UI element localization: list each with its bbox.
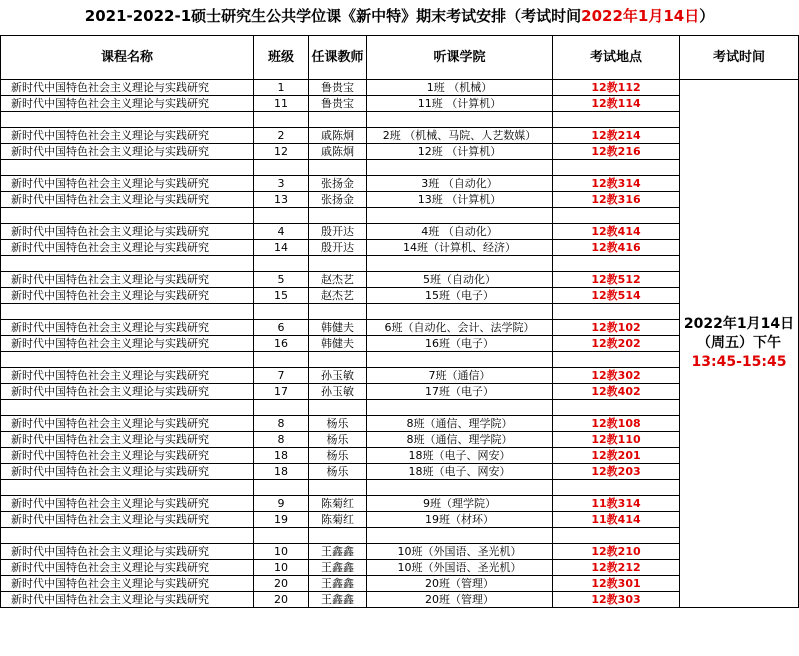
teacher-cell: 殷开达 — [309, 224, 367, 240]
college-cell: 13班 （计算机） — [367, 192, 553, 208]
teacher-cell: 陈菊红 — [309, 512, 367, 528]
course-cell: 新时代中国特色社会主义理论与实践研究 — [1, 288, 254, 304]
course-cell: 新时代中国特色社会主义理论与实践研究 — [1, 272, 254, 288]
teacher-cell: 赵杰艺 — [309, 288, 367, 304]
room-cell: 12教110 — [553, 432, 680, 448]
table-row — [1, 176, 799, 192]
college-cell: 2班 （机械、马院、人艺数媒） — [367, 128, 553, 144]
group-gap-row — [1, 480, 799, 496]
room-cell: 12教301 — [553, 576, 680, 592]
table-row — [1, 592, 799, 608]
teacher-cell: 鲁贵宝 — [309, 96, 367, 112]
room-cell: 11教314 — [553, 496, 680, 512]
empty-cell — [367, 256, 553, 272]
room-cell: 11教414 — [553, 512, 680, 528]
table-row — [1, 464, 799, 480]
course-cell: 新时代中国特色社会主义理论与实践研究 — [1, 128, 254, 144]
empty-cell — [309, 304, 367, 320]
empty-cell — [309, 400, 367, 416]
teacher-cell: 戚陈炯 — [309, 144, 367, 160]
empty-cell — [254, 480, 309, 496]
class-cell: 5 — [254, 272, 309, 288]
course-cell: 新时代中国特色社会主义理论与实践研究 — [1, 80, 254, 96]
teacher-cell: 孙玉敏 — [309, 384, 367, 400]
empty-cell — [254, 256, 309, 272]
empty-cell — [1, 528, 254, 544]
exam-hours: 13:45-15:45 — [691, 354, 787, 370]
teacher-cell: 赵杰艺 — [309, 272, 367, 288]
table-row — [1, 432, 799, 448]
room-cell: 12教302 — [553, 368, 680, 384]
course-cell: 新时代中国特色社会主义理论与实践研究 — [1, 416, 254, 432]
teacher-cell: 陈菊红 — [309, 496, 367, 512]
header-room: 考试地点 — [553, 36, 680, 80]
room-cell: 12教212 — [553, 560, 680, 576]
table-row — [1, 96, 799, 112]
college-cell: 15班（电子） — [367, 288, 553, 304]
class-cell: 8 — [254, 416, 309, 432]
class-cell: 18 — [254, 448, 309, 464]
room-cell: 12教416 — [553, 240, 680, 256]
empty-cell — [553, 400, 680, 416]
room-cell: 12教514 — [553, 288, 680, 304]
college-cell: 10班（外国语、圣光机） — [367, 544, 553, 560]
empty-cell — [553, 480, 680, 496]
header-course: 课程名称 — [1, 36, 254, 80]
teacher-cell: 戚陈炯 — [309, 128, 367, 144]
course-cell: 新时代中国特色社会主义理论与实践研究 — [1, 448, 254, 464]
group-gap-row — [1, 352, 799, 368]
teacher-cell: 王鑫鑫 — [309, 544, 367, 560]
empty-cell — [367, 112, 553, 128]
empty-cell — [553, 160, 680, 176]
empty-cell — [1, 256, 254, 272]
college-cell: 6班（自动化、会计、法学院） — [367, 320, 553, 336]
table-row — [1, 576, 799, 592]
empty-cell — [309, 208, 367, 224]
teacher-cell: 韩健夫 — [309, 320, 367, 336]
header-teacher: 任课教师 — [309, 36, 367, 80]
empty-cell — [309, 352, 367, 368]
class-cell: 12 — [254, 144, 309, 160]
class-cell: 11 — [254, 96, 309, 112]
course-cell: 新时代中国特色社会主义理论与实践研究 — [1, 224, 254, 240]
college-cell: 14班（计算机、经济） — [367, 240, 553, 256]
table-row — [1, 368, 799, 384]
teacher-cell: 韩健夫 — [309, 336, 367, 352]
college-cell: 17班（电子） — [367, 384, 553, 400]
title-prefix: 2021-2022-1硕士研究生公共学位课《新中特》期末考试安排（考试时间 — [84, 7, 582, 25]
empty-cell — [553, 112, 680, 128]
table-row — [1, 240, 799, 256]
course-cell: 新时代中国特色社会主义理论与实践研究 — [1, 96, 254, 112]
class-cell: 16 — [254, 336, 309, 352]
teacher-cell: 杨乐 — [309, 416, 367, 432]
college-cell: 5班（自动化） — [367, 272, 553, 288]
empty-cell — [367, 352, 553, 368]
class-cell: 3 — [254, 176, 309, 192]
room-cell: 12教202 — [553, 336, 680, 352]
title-date: 2022年1月14日 — [581, 7, 700, 25]
college-cell: 19班（材环） — [367, 512, 553, 528]
empty-cell — [309, 256, 367, 272]
room-cell: 12教402 — [553, 384, 680, 400]
teacher-cell: 杨乐 — [309, 464, 367, 480]
empty-cell — [553, 208, 680, 224]
class-cell: 8 — [254, 432, 309, 448]
group-gap-row — [1, 256, 799, 272]
group-gap-row — [1, 160, 799, 176]
group-gap-row — [1, 400, 799, 416]
course-cell: 新时代中国特色社会主义理论与实践研究 — [1, 576, 254, 592]
empty-cell — [309, 480, 367, 496]
room-cell: 12教203 — [553, 464, 680, 480]
class-cell: 7 — [254, 368, 309, 384]
table-row — [1, 224, 799, 240]
teacher-cell: 杨乐 — [309, 448, 367, 464]
college-cell: 8班（通信、理学院） — [367, 432, 553, 448]
empty-cell — [254, 352, 309, 368]
teacher-cell: 王鑫鑫 — [309, 560, 367, 576]
college-cell: 12班 （计算机） — [367, 144, 553, 160]
empty-cell — [309, 160, 367, 176]
empty-cell — [1, 208, 254, 224]
empty-cell — [254, 112, 309, 128]
teacher-cell: 王鑫鑫 — [309, 576, 367, 592]
college-cell: 4班 （自动化） — [367, 224, 553, 240]
room-cell: 12教316 — [553, 192, 680, 208]
course-cell: 新时代中国特色社会主义理论与实践研究 — [1, 368, 254, 384]
room-cell: 12教112 — [553, 80, 680, 96]
table-row — [1, 384, 799, 400]
class-cell: 18 — [254, 464, 309, 480]
course-cell: 新时代中国特色社会主义理论与实践研究 — [1, 176, 254, 192]
college-cell: 11班 （计算机） — [367, 96, 553, 112]
course-cell: 新时代中国特色社会主义理论与实践研究 — [1, 336, 254, 352]
empty-cell — [367, 528, 553, 544]
college-cell: 10班（外国语、圣光机） — [367, 560, 553, 576]
empty-cell — [1, 400, 254, 416]
table-row — [1, 80, 799, 96]
college-cell: 1班 （机械） — [367, 80, 553, 96]
room-cell: 12教214 — [553, 128, 680, 144]
college-cell: 16班（电子） — [367, 336, 553, 352]
class-cell: 20 — [254, 592, 309, 608]
table-row — [1, 128, 799, 144]
course-cell: 新时代中国特色社会主义理论与实践研究 — [1, 512, 254, 528]
empty-cell — [254, 208, 309, 224]
room-cell: 12教201 — [553, 448, 680, 464]
college-cell: 18班（电子、网安） — [367, 448, 553, 464]
table-row — [1, 192, 799, 208]
exam-date: 2022年1月14日 — [683, 316, 795, 332]
table-row — [1, 496, 799, 512]
table-row — [1, 288, 799, 304]
empty-cell — [1, 480, 254, 496]
room-cell: 12教108 — [553, 416, 680, 432]
college-cell: 3班 （自动化） — [367, 176, 553, 192]
class-cell: 20 — [254, 576, 309, 592]
teacher-cell: 孙玉敏 — [309, 368, 367, 384]
teacher-cell: 鲁贵宝 — [309, 80, 367, 96]
table-row — [1, 336, 799, 352]
room-cell: 12教414 — [553, 224, 680, 240]
sheet-title — [0, 0, 799, 35]
class-cell: 13 — [254, 192, 309, 208]
room-cell: 12教314 — [553, 176, 680, 192]
class-cell: 14 — [254, 240, 309, 256]
schedule-body — [1, 80, 799, 608]
course-cell: 新时代中国特色社会主义理论与实践研究 — [1, 592, 254, 608]
empty-cell — [254, 528, 309, 544]
table-row — [1, 272, 799, 288]
course-cell: 新时代中国特色社会主义理论与实践研究 — [1, 240, 254, 256]
group-gap-row — [1, 304, 799, 320]
title-suffix: ） — [699, 7, 715, 25]
class-cell: 9 — [254, 496, 309, 512]
college-cell: 9班（理学院） — [367, 496, 553, 512]
college-cell: 7班（通信） — [367, 368, 553, 384]
college-cell: 20班（管理） — [367, 576, 553, 592]
room-cell: 12教216 — [553, 144, 680, 160]
teacher-cell: 张扬金 — [309, 192, 367, 208]
empty-cell — [1, 112, 254, 128]
college-cell: 20班（管理） — [367, 592, 553, 608]
class-cell: 15 — [254, 288, 309, 304]
schedule-table — [0, 35, 799, 608]
empty-cell — [367, 304, 553, 320]
class-cell: 1 — [254, 80, 309, 96]
course-cell: 新时代中国特色社会主义理论与实践研究 — [1, 432, 254, 448]
teacher-cell: 殷开达 — [309, 240, 367, 256]
empty-cell — [1, 160, 254, 176]
course-cell: 新时代中国特色社会主义理论与实践研究 — [1, 560, 254, 576]
empty-cell — [309, 528, 367, 544]
table-row — [1, 144, 799, 160]
header-row — [1, 36, 799, 80]
empty-cell — [553, 256, 680, 272]
empty-cell — [309, 112, 367, 128]
exam-weekday: （周五）下午 — [697, 335, 781, 351]
header-college: 听课学院 — [367, 36, 553, 80]
empty-cell — [254, 160, 309, 176]
empty-cell — [1, 352, 254, 368]
course-cell: 新时代中国特色社会主义理论与实践研究 — [1, 496, 254, 512]
empty-cell — [553, 352, 680, 368]
table-row — [1, 448, 799, 464]
table-row — [1, 544, 799, 560]
college-cell: 8班（通信、理学院） — [367, 416, 553, 432]
college-cell: 18班（电子、网安） — [367, 464, 553, 480]
course-cell: 新时代中国特色社会主义理论与实践研究 — [1, 384, 254, 400]
header-time: 考试时间 — [680, 36, 799, 80]
course-cell: 新时代中国特色社会主义理论与实践研究 — [1, 320, 254, 336]
empty-cell — [553, 304, 680, 320]
empty-cell — [367, 208, 553, 224]
class-cell: 17 — [254, 384, 309, 400]
teacher-cell: 杨乐 — [309, 432, 367, 448]
table-row — [1, 560, 799, 576]
teacher-cell: 王鑫鑫 — [309, 592, 367, 608]
empty-cell — [254, 400, 309, 416]
empty-cell — [367, 480, 553, 496]
class-cell: 6 — [254, 320, 309, 336]
class-cell: 10 — [254, 560, 309, 576]
empty-cell — [254, 304, 309, 320]
group-gap-row — [1, 112, 799, 128]
room-cell: 12教512 — [553, 272, 680, 288]
class-cell: 10 — [254, 544, 309, 560]
class-cell: 2 — [254, 128, 309, 144]
room-cell: 12教114 — [553, 96, 680, 112]
room-cell: 12教210 — [553, 544, 680, 560]
table-row — [1, 416, 799, 432]
class-cell: 4 — [254, 224, 309, 240]
empty-cell — [1, 304, 254, 320]
course-cell: 新时代中国特色社会主义理论与实践研究 — [1, 144, 254, 160]
header-class: 班级 — [254, 36, 309, 80]
exam-time-cell — [680, 80, 799, 608]
group-gap-row — [1, 528, 799, 544]
empty-cell — [367, 400, 553, 416]
table-row — [1, 320, 799, 336]
table-row — [1, 512, 799, 528]
course-cell: 新时代中国特色社会主义理论与实践研究 — [1, 544, 254, 560]
teacher-cell: 张扬金 — [309, 176, 367, 192]
room-cell: 12教303 — [553, 592, 680, 608]
course-cell: 新时代中国特色社会主义理论与实践研究 — [1, 464, 254, 480]
course-cell: 新时代中国特色社会主义理论与实践研究 — [1, 192, 254, 208]
group-gap-row — [1, 208, 799, 224]
class-cell: 19 — [254, 512, 309, 528]
empty-cell — [553, 528, 680, 544]
empty-cell — [367, 160, 553, 176]
room-cell: 12教102 — [553, 320, 680, 336]
